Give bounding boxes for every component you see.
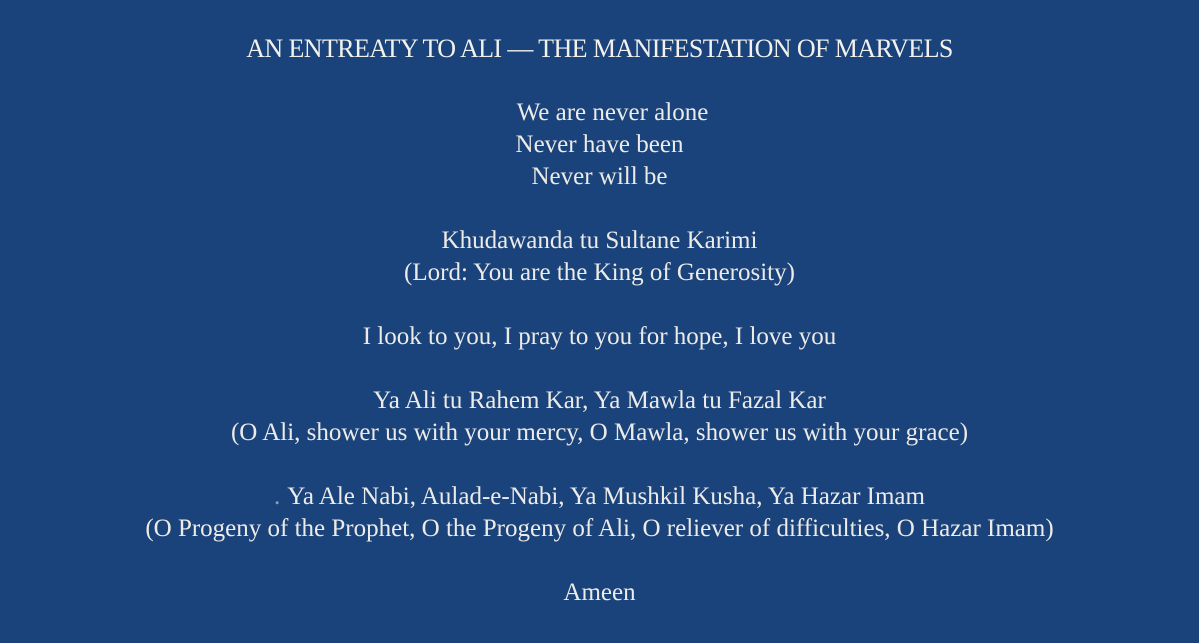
poem-line: Khudawanda tu Sultane Karimi (441, 227, 758, 254)
poem-line-translation: (O Progeny of the Prophet, O the Progeny of Ali, O reliever of difficulties, O Hazar Imam) (145, 515, 1054, 542)
poem-line (0, 481, 1199, 513)
poem-line: Never will be (531, 163, 668, 190)
poem-line: Ameen (563, 579, 636, 606)
poem-line-text: Ya Ale Nabi, Aulad-e-Nabi, Ya Mushkil Kusha, Ya Hazar Imam (287, 483, 925, 510)
stanza-ya-ale-nabi (0, 481, 1199, 545)
stanza-never-alone (0, 97, 1199, 193)
poem-line: Never have been (515, 131, 684, 158)
stray-dot: . (274, 483, 281, 510)
poem-line: I look to you, I pray to you for hope, I love you (362, 323, 837, 350)
poem-line: Ya Ali tu Rahem Kar, Ya Mawla tu Fazal Kar (373, 387, 826, 414)
poem-line-translation: (Lord: You are the King of Generosity) (404, 259, 795, 286)
poem-line-translation: (O Ali, shower us with your mercy, O Mawla, shower us with your grace) (230, 419, 969, 446)
slide-title: AN ENTREATY TO ALI — THE MANIFESTATION OF MARVELS (246, 34, 953, 63)
stanza-i-look-to-you (0, 321, 1199, 353)
stanza-ameen (0, 577, 1199, 609)
stanza-ya-ali (0, 385, 1199, 449)
poem-line: We are never alone (516, 99, 709, 126)
stanza-khudawanda (0, 225, 1199, 289)
